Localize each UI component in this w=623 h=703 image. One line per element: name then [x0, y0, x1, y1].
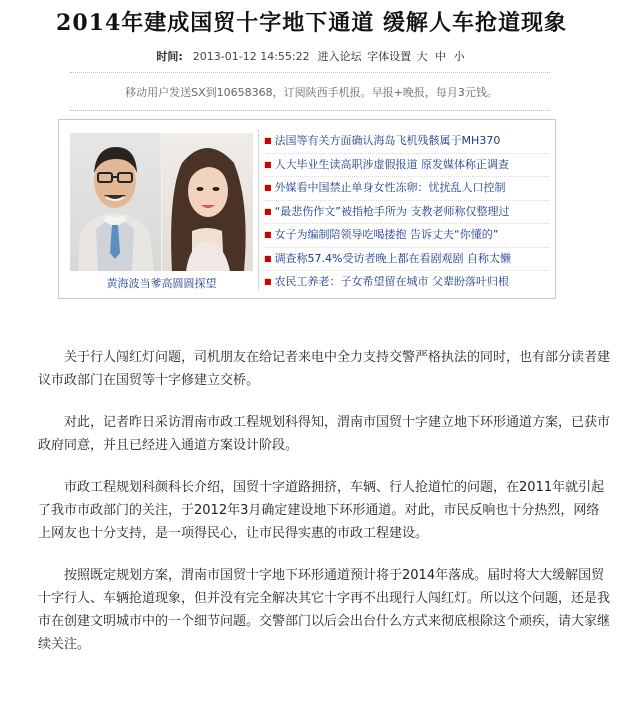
bullet-icon: ■: [264, 206, 272, 216]
divider: [258, 130, 259, 290]
feature-caption-link[interactable]: 黄海波当爹高圆圆探望: [106, 277, 217, 290]
woman-portrait-image: [162, 133, 253, 271]
article-paragraph: 对此，记者昨日采访渭南市政工程规划科得知，渭南市国贸十字建立地下环形通道方案，已获市政府同意，并且已经进入通道方案设计阶段。: [38, 415, 611, 453]
bullet-icon: ■: [264, 253, 272, 263]
list-item: [264, 271, 549, 294]
font-settings-label: 字体设置: [367, 50, 412, 63]
bullet-icon: ■: [264, 159, 272, 169]
list-item: [264, 248, 549, 272]
list-item: [264, 154, 549, 178]
related-news-link[interactable]: 人大毕业生读高职涉虚假报道 原发媒体称正调查: [274, 157, 510, 171]
divider: [70, 72, 550, 73]
article-paragraph: 按照既定规划方案，渭南市国贸十字地下环形通道预计将于2014年落成。届时将大大缓解国贸十字行人、车辆抢道现象，但并没有完全解决其它十字再不出现行人闯红灯。所以这个问题，还是我市在创建文明城市中的一个细节问题。交警部门以后会出台什么方式来彻底根除这个顽疾，请大家继续关注。: [38, 568, 611, 652]
time-label: 时间:: [156, 50, 183, 63]
bullet-icon: ■: [264, 230, 272, 239]
article-body: [38, 346, 610, 675]
font-large-link[interactable]: 大: [416, 50, 428, 63]
article-meta: [0, 48, 623, 64]
list-item: [264, 130, 549, 154]
bullet-icon: ■: [264, 277, 272, 286]
list-item: [264, 201, 549, 225]
related-news-link[interactable]: 外媒看中国禁止单身女性冻卵：忧扰乱人口控制: [274, 181, 506, 194]
sms-promo-text: 移动用户发送SX到10658368，订阅陕西手机报。早报+晚报，每月3元钱。: [125, 86, 498, 99]
list-item: [264, 224, 549, 248]
related-news-box: [58, 119, 556, 299]
man-portrait-image: [70, 133, 161, 271]
publish-time: 2013-01-12 14:55:22: [192, 50, 310, 63]
related-news-link[interactable]: 农民工养老：子女希望留在城市 父辈盼落叶归根: [274, 275, 510, 288]
related-news-link[interactable]: 法国等有关方面确认海岛飞机残骸属于MH370: [274, 134, 501, 147]
font-small-link[interactable]: 小: [453, 50, 465, 63]
bullet-icon: ■: [264, 136, 272, 145]
article-paragraph: 关于行人闯红灯问题，司机朋友在给记者来电中全力支持交警严格执法的同时，也有部分读者建议市政部门在国贸等十字修建立交桥。: [38, 350, 611, 388]
enter-forum-link[interactable]: 进入论坛: [317, 50, 362, 63]
article-paragraph: 市政工程规划科颜科长介绍，国贸十字道路拥挤，车辆、行人抢道忙的问题，在2011年就引起了我市市政部门的关注，于2012年3月确定建设地下环形通道。对此，市民反响也十分热烈，网络上网友也十分支持，是一项得民心，让市民得实惠的市政工程建设。: [38, 480, 605, 541]
font-medium-link[interactable]: 中: [435, 50, 447, 63]
related-news-link[interactable]: “最悲伤作文”被指枪手所为 支教老师称仅整理过: [274, 204, 510, 218]
related-news-list: [264, 130, 549, 294]
related-news-link[interactable]: 女子为编制陪领导吃喝搂抱 告诉丈夫“你懂的”: [274, 228, 499, 241]
divider: [70, 110, 550, 111]
list-item: [264, 177, 549, 201]
article-title: 2014年建成国贸十字地下通道 缓解人车抢道现象: [56, 10, 567, 36]
bullet-icon: ■: [264, 183, 272, 192]
feature-photo[interactable]: [70, 133, 253, 271]
related-news-link[interactable]: 调查称57.4%受访者晚上都在看剧观剧 自称太懒: [274, 251, 512, 265]
